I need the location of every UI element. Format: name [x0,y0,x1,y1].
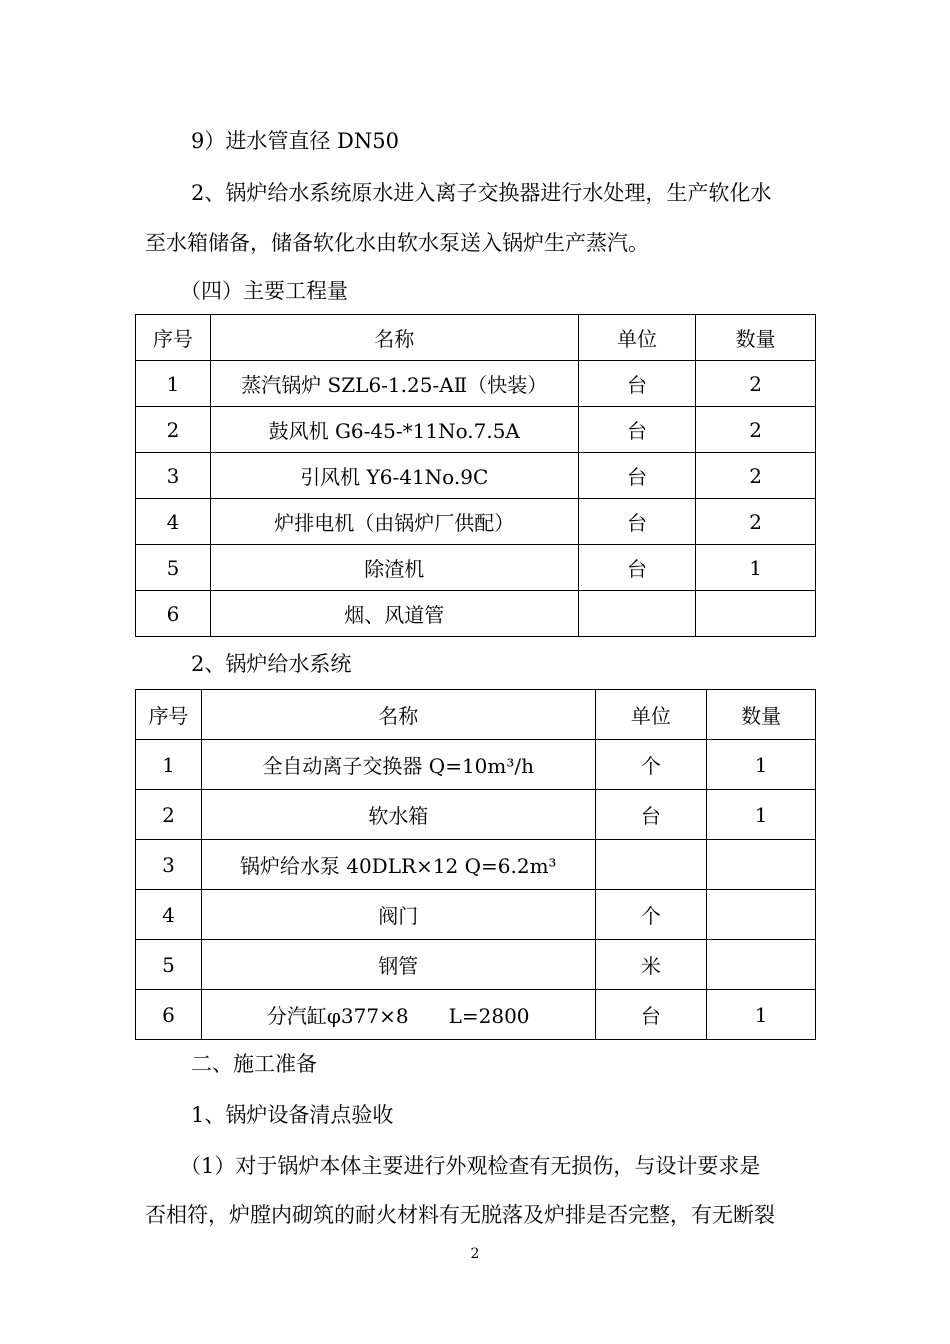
table-cell: 6 [136,591,211,637]
table-row [136,545,816,591]
paragraph-8: （1）对于锅炉本体主要进行外观检查有无损伤，与设计要求是 [180,1154,761,1178]
table-cell: 3 [136,453,211,499]
table-cell: 1 [696,545,816,591]
table-cell: 米 [595,940,707,990]
table-cell: 分汽缸φ377×8 L=2800 [201,990,595,1040]
paragraph-9: 否相符，炉膛内砌筑的耐火材料有无脱落及炉排是否完整，有无断裂 [145,1203,775,1227]
table-cell: 4 [136,890,202,940]
table-cell: 台 [595,790,707,840]
table-cell: 2 [696,407,816,453]
table-cell: 5 [136,940,202,990]
header-cell: 序号 [136,315,211,361]
table-cell: 软水箱 [201,790,595,840]
section-heading-preparation: 二、施工准备 [191,1052,317,1076]
table-cell [707,840,816,890]
table-cell: 6 [136,990,202,1040]
section-heading-water-supply: 2、锅炉给水系统 [191,652,352,676]
table-row [136,940,816,990]
main-quantities-table [135,314,816,637]
table-cell: 1 [707,740,816,790]
header-cell: 序号 [136,690,202,740]
table-header-row [136,690,816,740]
table-cell: 鼓风机 G6-45-*11No.7.5A [210,407,578,453]
table-cell: 台 [578,361,696,407]
header-cell: 数量 [696,315,816,361]
table-cell: 2 [136,790,202,840]
table-row [136,740,816,790]
table-cell: 2 [136,407,211,453]
subheading-inspection: 1、锅炉设备清点验收 [191,1103,394,1127]
table-cell [707,940,816,990]
table-row [136,990,816,1040]
table-header-row [136,315,816,361]
table-cell: 炉排电机（由锅炉厂供配） [210,499,578,545]
table-row [136,890,816,940]
paragraph-1: 9）进水管直径 DN50 [191,129,399,153]
table-cell: 台 [578,545,696,591]
table-cell: 锅炉给水泵 40DLR×12 Q=6.2m³ [201,840,595,890]
table-cell: 引风机 Y6-41No.9C [210,453,578,499]
table-cell: 2 [696,499,816,545]
table-cell: 1 [136,361,211,407]
table-cell: 全自动离子交换器 Q=10m³/h [201,740,595,790]
table-cell: 台 [595,990,707,1040]
table-cell: 3 [136,840,202,890]
table-cell: 个 [595,740,707,790]
table-cell: 除渣机 [210,545,578,591]
table-cell: 2 [696,453,816,499]
table-cell: 1 [136,740,202,790]
paragraph-3: 至水箱储备，储备软化水由软水泵送入锅炉生产蒸汽。 [145,231,649,255]
table-cell: 台 [578,453,696,499]
section-heading-quantities: （四）主要工程量 [180,279,348,303]
table-cell: 钢管 [201,940,595,990]
table-cell: 4 [136,499,211,545]
table-cell [578,591,696,637]
header-cell: 名称 [210,315,578,361]
table-cell [595,840,707,890]
header-cell: 数量 [707,690,816,740]
table-cell: 个 [595,890,707,940]
table-cell: 2 [696,361,816,407]
table-cell [707,890,816,940]
table-row [136,361,816,407]
table-cell [696,591,816,637]
table-row [136,840,816,890]
table-cell: 烟、风道管 [210,591,578,637]
header-cell: 单位 [578,315,696,361]
header-cell: 名称 [201,690,595,740]
table-row [136,790,816,840]
table-row [136,591,816,637]
paragraph-2: 2、锅炉给水系统原水进入离子交换器进行水处理，生产软化水 [191,181,772,205]
table-row [136,453,816,499]
table-row [136,407,816,453]
table-cell: 1 [707,790,816,840]
table-cell: 1 [707,990,816,1040]
header-cell: 单位 [595,690,707,740]
water-supply-table [135,689,816,1040]
table-cell: 台 [578,499,696,545]
table-cell: 阀门 [201,890,595,940]
table-row [136,499,816,545]
table-cell: 蒸汽锅炉 SZL6-1.25-AⅡ（快装） [210,361,578,407]
table-cell: 台 [578,407,696,453]
table-cell: 5 [136,545,211,591]
page-number: 2 [470,1246,480,1262]
